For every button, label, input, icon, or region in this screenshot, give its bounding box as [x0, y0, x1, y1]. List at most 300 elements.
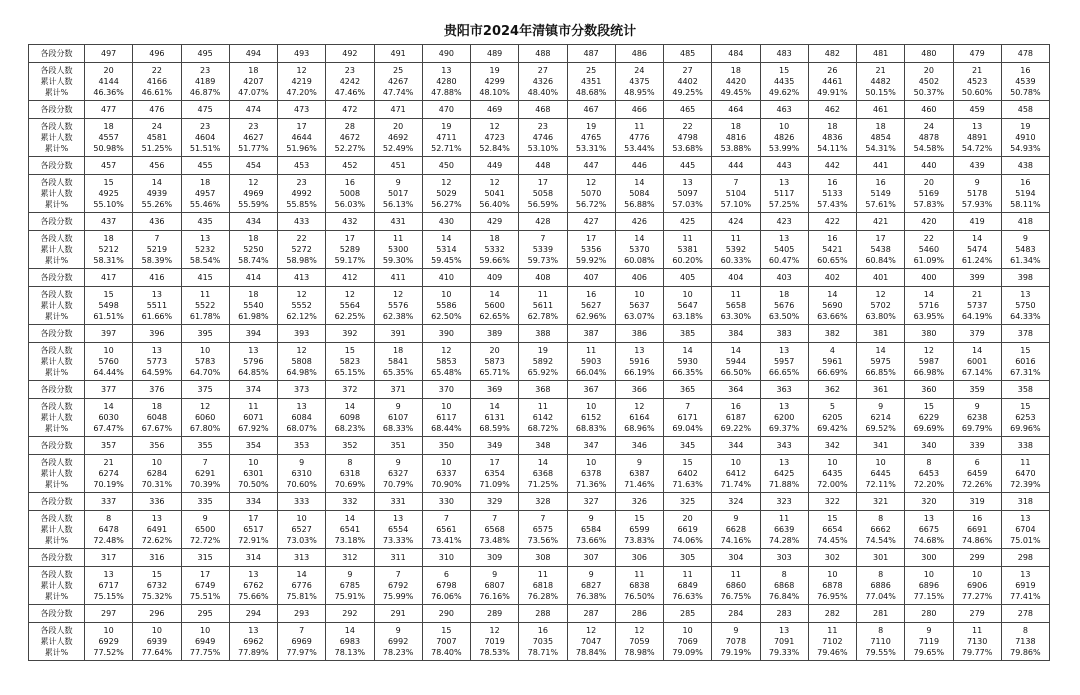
cum-pct-value: 69.22% [720, 424, 752, 433]
stats-cell [278, 399, 326, 437]
cum-pct-value: 56.40% [479, 200, 510, 209]
score-cell: 485 [664, 45, 712, 63]
cum-count-value: 6732 [146, 581, 168, 590]
stats-row-labels [29, 63, 85, 101]
count-value: 26 [827, 66, 838, 75]
cum-pct-value: 61.09% [913, 256, 945, 265]
cum-count-value: 5117 [773, 189, 795, 198]
count-value: 10 [586, 458, 597, 467]
count-value: 9 [926, 626, 932, 635]
stats-cell [808, 399, 856, 437]
count-value: 12 [296, 290, 307, 299]
count-value: 13 [248, 346, 259, 355]
cum-count-value: 4326 [532, 77, 554, 86]
stats-cell [953, 63, 1001, 101]
cum-count-value: 6517 [243, 525, 264, 534]
score-cell: 420 [905, 213, 953, 231]
score-cell: 365 [664, 381, 712, 399]
cum-pct-value: 74.68% [913, 536, 945, 545]
cum-pct-value: 49.45% [720, 88, 752, 97]
count-value: 14 [634, 178, 645, 187]
cum-pct-value: 58.11% [1010, 200, 1041, 209]
count-value: 16 [1020, 178, 1031, 187]
score-cell: 429 [471, 213, 519, 231]
score-cell: 469 [471, 101, 519, 119]
score-cell: 493 [278, 45, 326, 63]
stats-cell [374, 511, 422, 549]
cum-pct-value: 70.31% [141, 480, 173, 489]
cum-count-value: 6425 [773, 469, 795, 478]
count-value: 9 [974, 178, 980, 187]
cum-count-value: 5552 [291, 301, 312, 310]
cum-count-value: 5483 [1015, 245, 1036, 254]
stats-cell [664, 511, 712, 549]
cum-count-value: 5808 [291, 357, 312, 366]
cum-count-value: 6337 [436, 469, 457, 478]
count-value: 9 [878, 402, 884, 411]
count-value: 20 [923, 66, 934, 75]
score-cell: 387 [567, 325, 615, 343]
score-cell: 335 [181, 493, 229, 511]
count-value: 14 [537, 458, 548, 467]
score-cell: 489 [471, 45, 519, 63]
stats-cell [905, 287, 953, 325]
count-value: 20 [489, 346, 500, 355]
cum-pct-value: 65.35% [382, 368, 414, 377]
stats-cell [85, 567, 133, 605]
score-row [29, 437, 1050, 455]
count-value: 10 [972, 570, 983, 579]
count-value: 8 [878, 626, 884, 635]
cum-pct-value: 62.25% [334, 312, 366, 321]
score-cell: 367 [567, 381, 615, 399]
stats-cell [1001, 567, 1049, 605]
score-cell: 391 [374, 325, 422, 343]
cum-count-value: 7047 [580, 637, 602, 646]
score-cell: 439 [953, 157, 1001, 175]
score-cell: 463 [760, 101, 808, 119]
cum-count-value: 6117 [436, 413, 457, 422]
score-cell: 405 [664, 269, 712, 287]
cum-pct-value: 57.83% [913, 200, 945, 209]
count-value: 11 [248, 402, 259, 411]
stats-cell [374, 175, 422, 213]
count-value: 16 [1020, 66, 1031, 75]
cum-count-label: 累计人数 [40, 637, 73, 646]
cum-count-value: 5498 [98, 301, 119, 310]
cum-count-value: 4723 [484, 133, 505, 142]
count-value: 10 [779, 122, 790, 131]
score-cell: 298 [1001, 549, 1049, 567]
score-row-label: 各段分数 [29, 45, 85, 63]
cum-pct-value: 76.28% [527, 592, 559, 601]
cum-count-value: 4267 [387, 77, 409, 86]
stats-cell [471, 567, 519, 605]
stats-cell [326, 119, 374, 157]
count-value: 18 [730, 122, 741, 131]
count-value: 14 [489, 402, 500, 411]
count-value: 11 [779, 514, 790, 523]
cum-count-value: 6762 [243, 581, 264, 590]
cum-pct-value: 55.46% [189, 200, 221, 209]
stats-cell [615, 343, 663, 381]
cum-pct-value: 76.16% [479, 592, 510, 601]
cum-count-value: 6798 [436, 581, 457, 590]
stats-row [29, 343, 1050, 381]
stats-cell [712, 63, 760, 101]
cum-count-value: 6992 [387, 637, 409, 646]
cum-pct-value: 56.13% [382, 200, 414, 209]
count-value: 4 [829, 346, 835, 355]
cum-count-value: 5178 [966, 189, 988, 198]
stats-cell [422, 287, 470, 325]
stats-row-labels [29, 399, 85, 437]
cum-pct-value: 63.18% [672, 312, 703, 321]
count-value: 13 [779, 234, 790, 243]
stats-cell [760, 623, 808, 661]
count-value: 9 [733, 514, 739, 523]
cum-pct-value: 55.59% [238, 200, 269, 209]
stats-cell [712, 231, 760, 269]
score-cell: 384 [712, 325, 760, 343]
cum-pct-value: 75.99% [382, 592, 414, 601]
cum-pct-value: 56.88% [624, 200, 655, 209]
cum-count-value: 6274 [98, 469, 119, 478]
count-value: 18 [827, 122, 838, 131]
stats-row-labels [29, 231, 85, 269]
count-value: 7 [492, 514, 498, 523]
score-cell: 357 [85, 437, 133, 455]
score-row [29, 157, 1050, 175]
cum-count-value: 4502 [918, 77, 940, 86]
cum-pct-value: 77.64% [141, 648, 173, 657]
cum-pct-value: 68.33% [382, 424, 414, 433]
stats-cell [760, 399, 808, 437]
count-value: 14 [923, 290, 934, 299]
score-cell: 433 [278, 213, 326, 231]
score-cell: 442 [808, 157, 856, 175]
count-value: 15 [827, 514, 838, 523]
score-row-label: 各段分数 [29, 381, 85, 399]
score-cell: 383 [760, 325, 808, 343]
score-cell: 348 [519, 437, 567, 455]
stats-row [29, 119, 1050, 157]
cum-count-value: 6205 [822, 413, 843, 422]
score-cell: 300 [905, 549, 953, 567]
count-value: 11 [537, 570, 548, 579]
count-value: 14 [151, 178, 162, 187]
count-value: 17 [248, 514, 259, 523]
count-value: 18 [730, 66, 741, 75]
cum-pct-value: 58.54% [189, 256, 221, 265]
count-value: 15 [344, 346, 355, 355]
stats-cell [905, 511, 953, 549]
cum-pct-value: 52.27% [334, 144, 366, 153]
cum-count-value: 4816 [725, 133, 747, 142]
cum-count-value: 4891 [966, 133, 988, 142]
cum-pct-value: 56.59% [527, 200, 559, 209]
cum-pct-value: 54.58% [913, 144, 945, 153]
cum-pct-value: 59.17% [334, 256, 366, 265]
cum-pct-value: 47.07% [238, 88, 269, 97]
cum-pct-value: 53.10% [527, 144, 559, 153]
count-value: 13 [1020, 290, 1031, 299]
cum-pct-value: 66.65% [768, 368, 800, 377]
cum-count-value: 4482 [870, 77, 891, 86]
stats-cell [953, 567, 1001, 605]
score-row [29, 605, 1050, 623]
count-value: 11 [730, 234, 741, 243]
count-value: 10 [827, 570, 838, 579]
score-cell: 343 [760, 437, 808, 455]
score-cell: 396 [133, 325, 181, 343]
cum-pct-value: 75.91% [334, 592, 366, 601]
stats-cell [85, 511, 133, 549]
stats-cell [278, 455, 326, 493]
cum-count-value: 5370 [629, 245, 650, 254]
count-value: 23 [537, 122, 548, 131]
stats-cell [229, 567, 277, 605]
stats-row-labels [29, 455, 85, 493]
score-cell: 340 [905, 437, 953, 455]
cum-pct-value: 69.52% [865, 424, 896, 433]
cum-count-value: 6969 [291, 637, 312, 646]
count-value: 13 [151, 514, 162, 523]
count-value: 10 [875, 458, 886, 467]
cum-pct-value: 55.26% [141, 200, 173, 209]
count-value: 17 [344, 234, 355, 243]
score-cell: 404 [712, 269, 760, 287]
stats-cell [133, 343, 181, 381]
count-value: 9 [299, 458, 305, 467]
stats-cell [471, 119, 519, 157]
cum-count-value: 4992 [291, 189, 312, 198]
count-value: 13 [103, 570, 114, 579]
cum-count-value: 6470 [1015, 469, 1036, 478]
cum-count-value: 4644 [291, 133, 312, 142]
score-cell: 370 [422, 381, 470, 399]
stats-cell [567, 175, 615, 213]
cum-count-label: 累计人数 [40, 525, 73, 534]
stats-cell [229, 455, 277, 493]
stats-cell [133, 231, 181, 269]
cum-pct-value: 63.80% [865, 312, 896, 321]
stats-cell [1001, 343, 1049, 381]
score-cell: 486 [615, 45, 663, 63]
stats-cell [760, 63, 808, 101]
count-value: 19 [489, 66, 500, 75]
cum-count-value: 6939 [146, 637, 168, 646]
score-cell: 436 [133, 213, 181, 231]
stats-cell [374, 567, 422, 605]
count-value: 14 [730, 346, 741, 355]
cum-pct-value: 49.62% [768, 88, 800, 97]
count-value: 10 [827, 458, 838, 467]
score-cell: 281 [857, 605, 905, 623]
count-value: 12 [344, 290, 355, 299]
count-value: 13 [296, 402, 307, 411]
cum-pct-value: 61.98% [238, 312, 269, 321]
cum-count-value: 6491 [146, 525, 168, 534]
cum-pct-value: 78.53% [479, 648, 510, 657]
cum-pct-value: 69.79% [961, 424, 993, 433]
count-value: 10 [682, 626, 693, 635]
cum-pct-value: 66.69% [817, 368, 848, 377]
score-cell: 296 [133, 605, 181, 623]
count-value: 13 [200, 234, 211, 243]
stats-cell [615, 455, 663, 493]
score-cell: 394 [229, 325, 277, 343]
stats-row [29, 175, 1050, 213]
stats-cell [712, 119, 760, 157]
score-cell: 424 [712, 213, 760, 231]
cum-pct-value: 46.36% [93, 88, 124, 97]
score-cell: 495 [181, 45, 229, 63]
cum-count-value: 6412 [725, 469, 747, 478]
count-value: 11 [537, 402, 548, 411]
cum-count-value: 6983 [339, 637, 361, 646]
cum-count-value: 5944 [725, 357, 747, 366]
stats-cell [953, 287, 1001, 325]
score-cell: 308 [519, 549, 567, 567]
cum-count-value: 6919 [1015, 581, 1036, 590]
score-cell: 455 [181, 157, 229, 175]
cum-count-value: 6402 [677, 469, 698, 478]
cum-pct-value: 63.95% [913, 312, 945, 321]
cum-pct-value: 60.84% [865, 256, 896, 265]
cum-pct-value: 59.92% [575, 256, 607, 265]
cum-count-value: 5084 [629, 189, 650, 198]
cum-count-value: 5392 [725, 245, 747, 254]
cum-pct-value: 50.37% [913, 88, 945, 97]
cum-pct-value: 47.20% [286, 88, 317, 97]
cum-pct-value: 70.19% [93, 480, 124, 489]
stats-row-labels [29, 343, 85, 381]
cum-pct-value: 75.15% [93, 592, 124, 601]
cum-count-value: 4969 [243, 189, 264, 198]
cum-pct-value: 58.39% [141, 256, 173, 265]
count-value: 8 [1022, 626, 1028, 635]
cum-pct-value: 72.11% [865, 480, 896, 489]
cum-pct-value: 73.56% [527, 536, 559, 545]
cum-pct-value: 50.98% [93, 144, 124, 153]
cum-count-value: 6849 [677, 581, 698, 590]
stats-cell [519, 63, 567, 101]
count-value: 21 [875, 66, 886, 75]
score-cell: 321 [857, 493, 905, 511]
page-title: 贵阳市2024年清镇市分数段统计 [443, 24, 637, 39]
stats-cell [664, 567, 712, 605]
count-value: 18 [103, 122, 114, 131]
cum-pct-value: 66.04% [575, 368, 607, 377]
stats-row [29, 567, 1050, 605]
cum-count-value: 4144 [98, 77, 119, 86]
cum-count-value: 7119 [918, 637, 940, 646]
count-value: 21 [972, 290, 983, 299]
stats-cell [664, 455, 712, 493]
cum-count-value: 6253 [1015, 413, 1036, 422]
count-value: 12 [489, 178, 500, 187]
stats-cell [664, 343, 712, 381]
cum-pct-value: 79.77% [961, 648, 993, 657]
cum-pct-value: 56.27% [431, 200, 462, 209]
stats-row-labels [29, 119, 85, 157]
stats-cell [567, 63, 615, 101]
stats-cell [374, 399, 422, 437]
cum-pct-value: 47.74% [382, 88, 414, 97]
score-cell: 432 [326, 213, 374, 231]
stats-cell [422, 623, 470, 661]
count-value: 15 [103, 178, 114, 187]
stats-cell [808, 623, 856, 661]
stats-cell [519, 231, 567, 269]
score-cell: 471 [374, 101, 422, 119]
cum-pct-value: 51.96% [286, 144, 317, 153]
count-value: 16 [537, 626, 548, 635]
cum-count-value: 4672 [339, 133, 361, 142]
stats-cell [326, 63, 374, 101]
score-cell: 345 [664, 437, 712, 455]
stats-cell [422, 399, 470, 437]
cum-count-value: 6310 [291, 469, 312, 478]
stats-cell [1001, 511, 1049, 549]
count-value: 11 [200, 290, 211, 299]
stats-cell [229, 511, 277, 549]
count-value: 10 [103, 346, 114, 355]
count-value: 8 [878, 570, 884, 579]
cum-pct-value: 66.19% [624, 368, 655, 377]
count-value: 10 [682, 290, 693, 299]
score-cell: 402 [808, 269, 856, 287]
score-cell: 472 [326, 101, 374, 119]
cum-count-value: 5438 [870, 245, 891, 254]
count-value: 12 [489, 626, 500, 635]
stats-cell [857, 119, 905, 157]
cum-pct-label: 累计% [44, 648, 69, 657]
score-cell: 438 [1001, 157, 1049, 175]
score-cell: 401 [857, 269, 905, 287]
count-value: 16 [586, 290, 597, 299]
cum-pct-value: 54.31% [865, 144, 896, 153]
cum-pct-value: 65.15% [334, 368, 366, 377]
count-value: 19 [1020, 122, 1031, 131]
score-cell: 452 [326, 157, 374, 175]
count-value: 9 [588, 570, 594, 579]
cum-count-value: 5097 [677, 189, 698, 198]
cum-pct-value: 76.95% [817, 592, 848, 601]
cum-count-label: 累计人数 [40, 469, 73, 478]
stats-cell [808, 455, 856, 493]
cum-count-value: 5647 [677, 301, 698, 310]
cum-count-value: 4189 [194, 77, 216, 86]
cum-pct-value: 48.95% [624, 88, 655, 97]
count-value: 7 [733, 178, 739, 187]
stats-cell [374, 119, 422, 157]
score-cell: 458 [1001, 101, 1049, 119]
cum-count-value: 5975 [870, 357, 891, 366]
score-cell: 375 [181, 381, 229, 399]
cum-pct-value: 54.72% [961, 144, 993, 153]
count-value: 11 [634, 122, 645, 131]
cum-pct-value: 75.01% [1010, 536, 1041, 545]
score-cell: 496 [133, 45, 181, 63]
stats-cell [905, 455, 953, 493]
stats-cell [615, 287, 663, 325]
stats-cell [278, 287, 326, 325]
cum-count-label: 累计人数 [40, 581, 73, 590]
cum-count-value: 6354 [484, 469, 505, 478]
cum-pct-value: 67.92% [238, 424, 269, 433]
